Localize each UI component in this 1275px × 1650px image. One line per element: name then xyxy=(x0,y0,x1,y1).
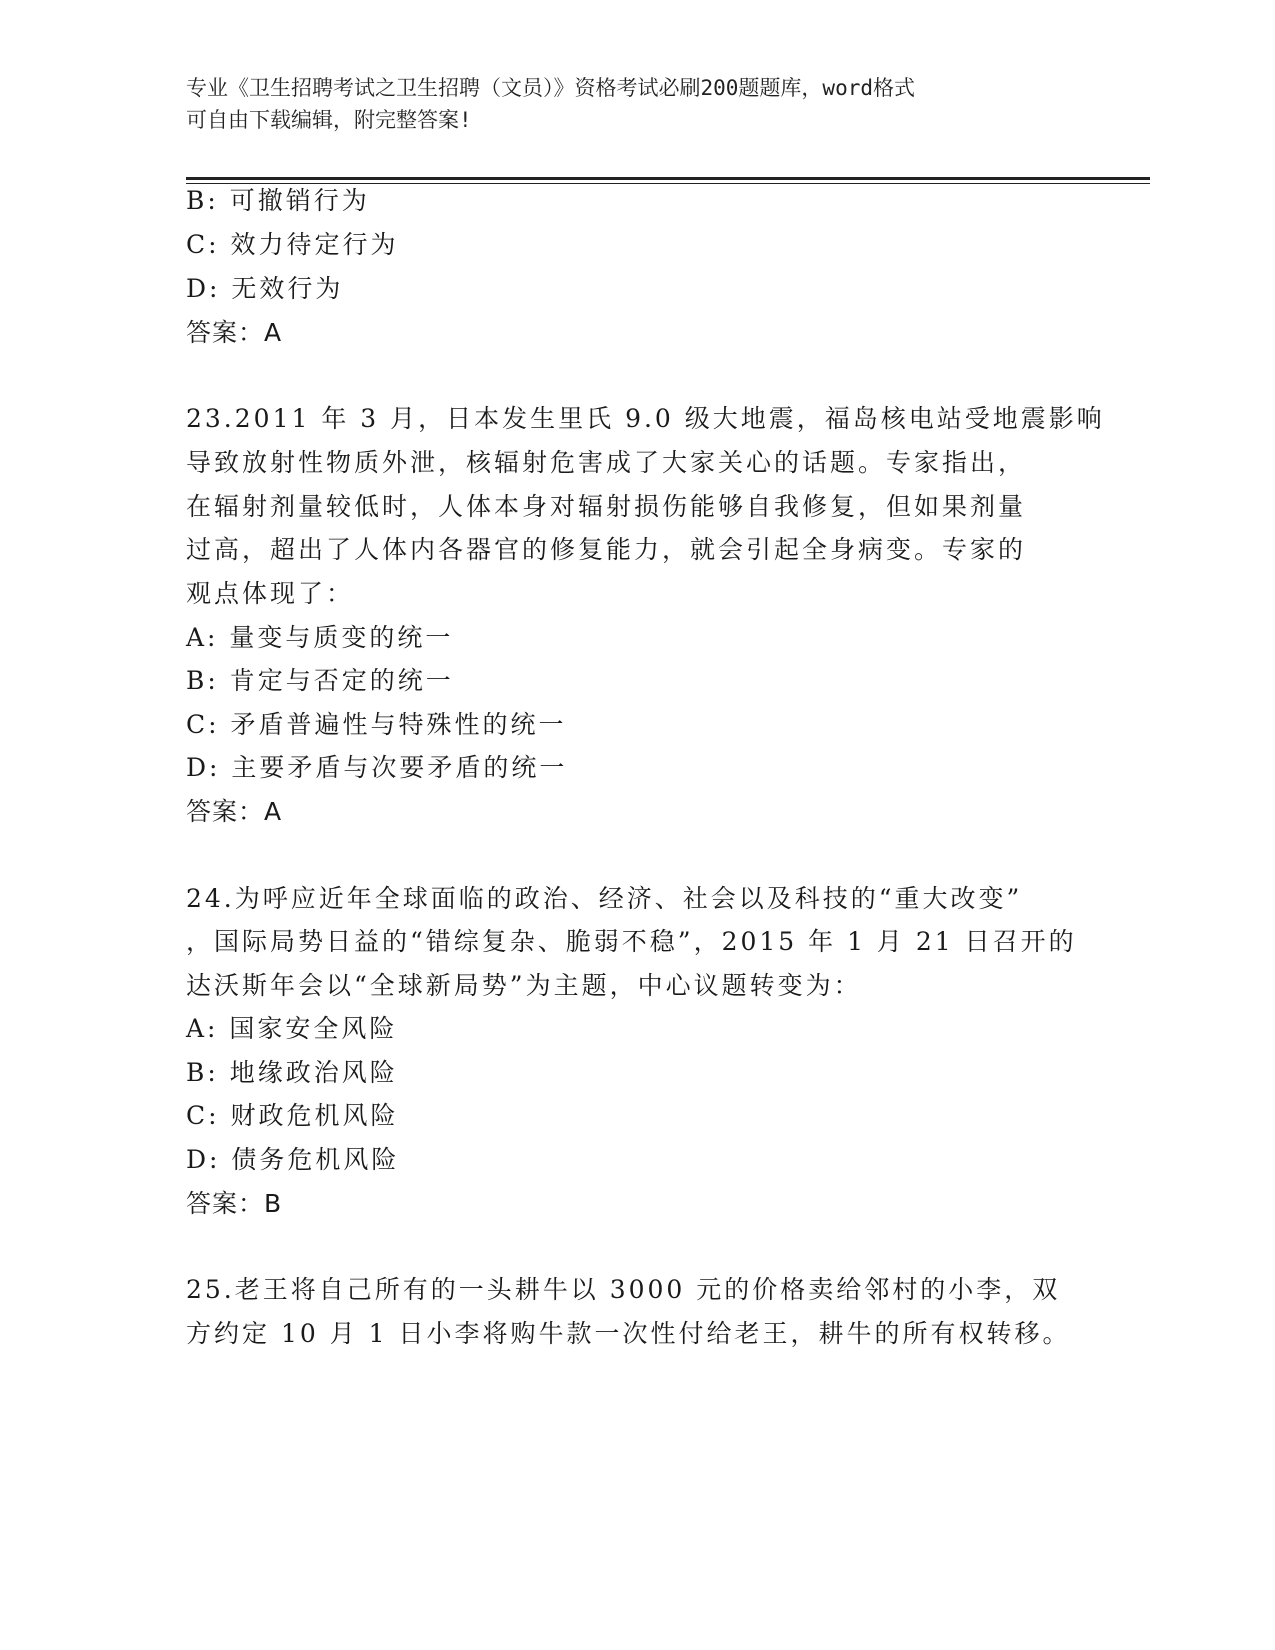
q23-answer: 答案：A xyxy=(186,797,283,826)
q22-option-d: D: 无效行为 xyxy=(186,274,344,303)
q24-stem-line: 达沃斯年会以“全球新局势”为主题，中心议题转变为： xyxy=(186,971,862,1000)
q23-stem-line: 23.2011 年 3 月，日本发生里氏 9.0 级大地震，福岛核电站受地震影响 xyxy=(186,404,1105,433)
q24-option-a: A: 国家安全风险 xyxy=(186,1014,398,1043)
q25-stem-line: 25.老王将自己所有的一头耕牛以 3000 元的价格卖给邻村的小李，双 xyxy=(186,1275,1061,1304)
q23-option-d: D: 主要矛盾与次要矛盾的统一 xyxy=(186,753,568,782)
q23-stem-line: 导致放射性物质外泄，核辐射危害成了大家关心的话题。专家指出， xyxy=(186,448,1027,477)
q24-stem-line: 24.为呼应近年全球面临的政治、经济、社会以及科技的“重大改变” xyxy=(186,884,1023,913)
q25-stem-line: 方约定 10 月 1 日小李将购牛款一次性付给老王，耕牛的所有权转移。 xyxy=(186,1319,1071,1348)
document-header xyxy=(186,72,1086,136)
q23-stem-line: 过高，超出了人体内各器官的修复能力，就会引起全身病变。专家的 xyxy=(186,535,1027,564)
q24-option-d: D: 债务危机风险 xyxy=(186,1145,400,1174)
q23-stem-line: 在辐射剂量较低时，人体本身对辐射损伤能够自我修复，但如果剂量 xyxy=(186,492,1027,521)
q23-option-a: A: 量变与质变的统一 xyxy=(186,623,454,652)
q22-answer: 答案：A xyxy=(186,318,283,347)
q24-answer: 答案：B xyxy=(186,1189,283,1218)
header-title-line2: 可自由下载编辑，附完整答案! xyxy=(186,108,472,132)
q22-option-c: C: 效力待定行为 xyxy=(186,230,399,259)
header-divider xyxy=(186,177,1150,180)
q24-option-b: B: 地缘政治风险 xyxy=(186,1058,398,1087)
q23-option-c: C: 矛盾普遍性与特殊性的统一 xyxy=(186,710,567,739)
q24-stem-line: ，国际局势日益的“错综复杂、脆弱不稳”，2015 年 1 月 21 日召开的 xyxy=(186,927,1077,956)
header-title-line1: 专业《卫生招聘考试之卫生招聘（文员）》资格考试必刷200题题库，word格式 xyxy=(186,76,915,100)
q24-option-c: C: 财政危机风险 xyxy=(186,1101,399,1130)
q23-stem-line: 观点体现了： xyxy=(186,579,355,608)
q22-option-b: B: 可撤销行为 xyxy=(186,186,370,215)
q23-option-b: B: 肯定与否定的统一 xyxy=(186,666,454,695)
